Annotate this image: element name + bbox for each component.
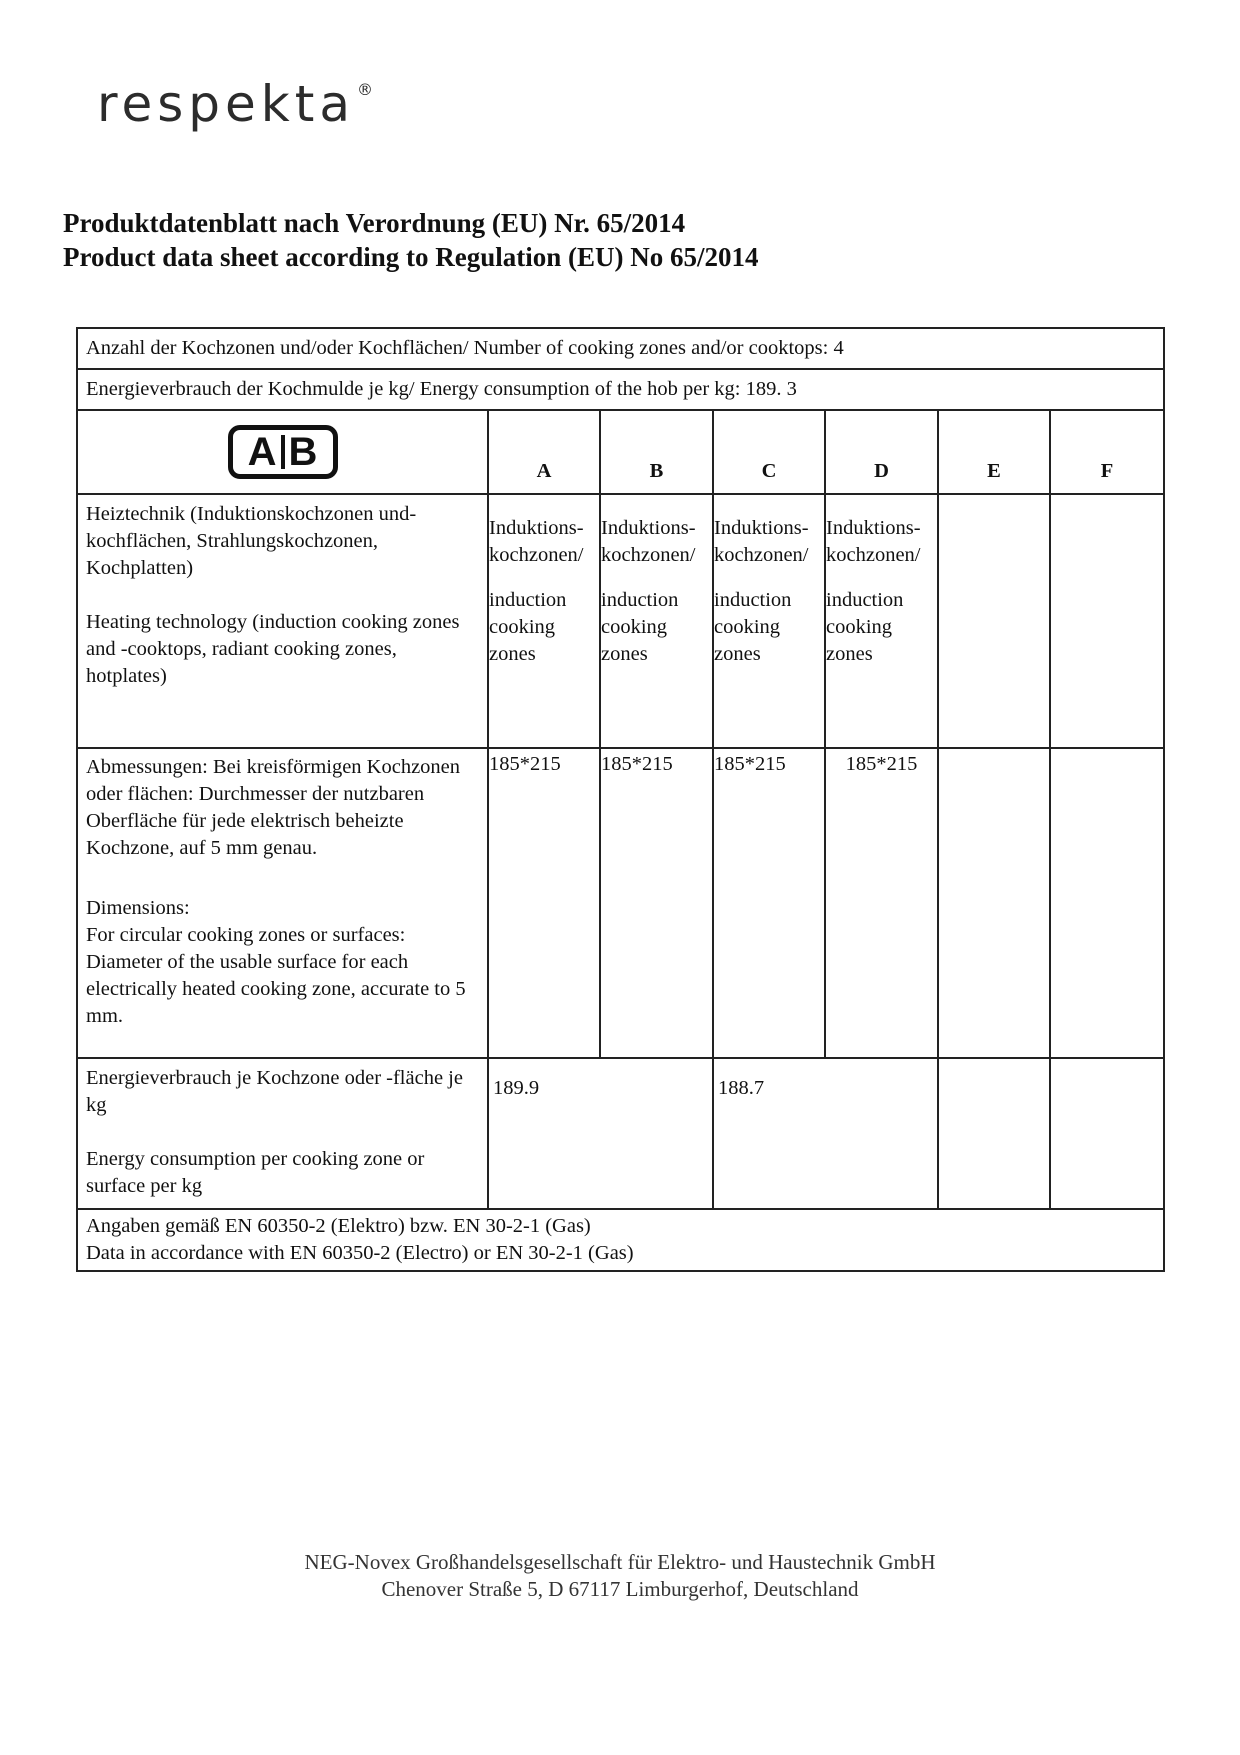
column-header-b: B xyxy=(600,410,713,494)
zone-energy-cell-f xyxy=(1050,1058,1164,1209)
dimension-cell-b xyxy=(600,748,713,1058)
footer-company-name: NEG-Novex Großhandelsgesellschaft für Elektro- und Haustechnik GmbH xyxy=(304,1550,936,1574)
hob-energy-row xyxy=(77,369,1164,410)
heating-cell-c-en: induction cooking zones xyxy=(714,589,792,665)
title-german: Produktdatenblatt nach Verordnung (EU) Nr. 65/2014 xyxy=(63,208,686,238)
zone-energy-cell-e xyxy=(938,1058,1050,1209)
hob-energy-text: Energieverbrauch der Kochmulde je kg/ Energy consumption of the hob per kg: 189. 3 xyxy=(86,378,797,400)
registered-mark: ® xyxy=(356,80,373,99)
brand-logo xyxy=(97,74,373,146)
dimensions-label-german: Abmessungen: Bei kreisförmigen Kochzonen oder flächen: Durchmesser der nutzbaren Oberfläche für jede elektrisch beheizte Kochzone, auf 5 mm genau. xyxy=(86,756,461,859)
standards-note-row xyxy=(77,1209,1164,1271)
standards-note-english: Data in accordance with EN 60350-2 (Electro) or EN 30-2-1 (Gas) xyxy=(86,1242,634,1264)
heating-cell-c-de: Induktions-kochzonen/ xyxy=(714,517,809,566)
document-title xyxy=(63,206,758,274)
zone-energy-value-cd: 188.7 xyxy=(718,1077,765,1099)
zone-energy-value-ab: 189.9 xyxy=(493,1077,540,1099)
column-header-e: E xyxy=(938,410,1050,494)
zone-energy-cell-ab xyxy=(488,1058,713,1209)
heating-cell-c xyxy=(713,494,825,748)
dimension-cell-d xyxy=(825,748,938,1058)
heating-cell-d-de: Induktions-kochzonen/ xyxy=(826,517,921,566)
dimension-value-b: 185*215 xyxy=(601,753,673,775)
heating-cell-b-de: Induktions-kochzonen/ xyxy=(601,517,696,566)
ab-label-icon: A B xyxy=(228,425,338,479)
column-header-d: D xyxy=(825,410,938,494)
dimensions-label xyxy=(77,748,488,1058)
dimension-cell-c xyxy=(713,748,825,1058)
footer-address: Chenover Straße 5, D 67117 Limburgerhof, Deutschland xyxy=(381,1577,859,1601)
column-header-a: A xyxy=(488,410,600,494)
column-header-f: F xyxy=(1050,410,1164,494)
company-footer xyxy=(0,1549,1240,1603)
ab-icon-cell xyxy=(77,410,488,494)
zone-energy-cell-cd xyxy=(713,1058,938,1209)
dimension-value-c: 185*215 xyxy=(714,753,786,775)
logo-text: respekta xyxy=(97,75,355,133)
zone-energy-label xyxy=(77,1058,488,1209)
cooking-zones-count-row xyxy=(77,328,1164,369)
dimension-value-d: 185*215 xyxy=(845,753,918,775)
heating-cell-a-en: induction cooking zones xyxy=(489,589,567,665)
standards-note-german: Angaben gemäß EN 60350-2 (Elektro) bzw. EN 30-2-1 (Gas) xyxy=(86,1215,591,1237)
zone-energy-label-english: Energy consumption per cooking zone or surface per kg xyxy=(86,1148,425,1197)
dimension-value-a: 185*215 xyxy=(489,753,561,775)
zone-energy-label-german: Energieverbrauch je Kochzone oder -fläche je kg xyxy=(86,1067,463,1116)
heating-cell-d xyxy=(825,494,938,748)
heating-cell-d-en: induction cooking zones xyxy=(826,589,904,665)
cooking-zones-count-text: Anzahl der Kochzonen und/oder Kochflächen/ Number of cooking zones and/or cooktops: 4 xyxy=(86,337,844,359)
product-data-table xyxy=(76,327,1165,1272)
heating-cell-f xyxy=(1050,494,1164,748)
title-english: Product data sheet according to Regulation (EU) No 65/2014 xyxy=(63,242,759,272)
column-header-c: C xyxy=(713,410,825,494)
heating-label-english: Heating technology (induction cooking zones and -cooktops, radiant cooking zones, hotplates) xyxy=(86,611,460,687)
heating-cell-b xyxy=(600,494,713,748)
heating-label-german: Heiztechnik (Induktionskochzonen und-kochflächen, Strahlungskochzonen, Kochplatten) xyxy=(86,503,417,579)
heating-cell-e xyxy=(938,494,1050,748)
dimension-cell-a xyxy=(488,748,600,1058)
heating-cell-b-en: induction cooking zones xyxy=(601,589,679,665)
heating-cell-a-de: Induktions-kochzonen/ xyxy=(489,517,584,566)
dimension-cell-e xyxy=(938,748,1050,1058)
dimension-cell-f xyxy=(1050,748,1164,1058)
dimensions-label-english-heading: Dimensions: xyxy=(86,897,190,919)
heating-cell-a xyxy=(488,494,600,748)
heating-technology-label xyxy=(77,494,488,748)
dimensions-label-english: For circular cooking zones or surfaces: Diameter of the usable surface for each electrically heated cooking zone, accurate to 5 mm. xyxy=(86,924,466,1027)
